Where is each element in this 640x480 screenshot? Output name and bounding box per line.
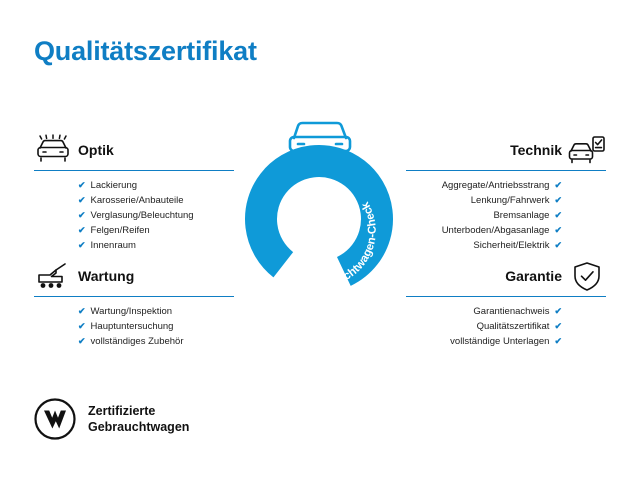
list-item: [406, 319, 562, 334]
svg-text:Gebrauchtwagen-Check: [307, 199, 379, 290]
shield-check-icon: [568, 260, 606, 294]
list-item-label: Innenraum: [90, 240, 136, 251]
list-item-label: Hauptuntersuchung: [90, 321, 174, 332]
footer-text: [88, 403, 189, 435]
check-icon: ✔: [78, 336, 86, 346]
list-item: [78, 304, 234, 319]
check-icon: ✔: [554, 336, 562, 346]
car-wash-icon: [34, 134, 72, 168]
list-item-label: vollständige Unterlagen: [450, 336, 550, 347]
check-icon: ✔: [78, 195, 86, 205]
list-item-label: Garantienachweis: [473, 306, 550, 317]
check-icon: ✔: [78, 306, 86, 316]
check-icon: ✔: [554, 225, 562, 235]
check-icon: ✔: [554, 180, 562, 190]
list-item: [78, 319, 234, 334]
oil-can-icon: [34, 260, 72, 294]
section-technik-rule: [406, 170, 606, 171]
section-garantie-title: Garantie: [505, 268, 562, 284]
section-wartung-rule: [34, 296, 234, 297]
section-technik: [406, 136, 606, 253]
check-icon: ✔: [554, 321, 562, 331]
list-item-label: Lackierung: [90, 180, 138, 191]
list-item-label: Lenkung/Fahrwerk: [470, 195, 550, 206]
check-icon: ✔: [554, 195, 562, 205]
footer-line-2: Gebrauchtwagen: [88, 420, 190, 434]
list-item: [78, 238, 234, 253]
check-ring: [244, 144, 394, 294]
list-item-label: vollständiges Zubehör: [90, 336, 184, 347]
section-wartung: [34, 262, 234, 349]
section-optik: [34, 136, 234, 253]
hub-curve-label: Gebrauchtwagen-Check: [306, 199, 379, 290]
list-item-label: Bremsanlage: [493, 210, 550, 221]
page-title: Qualitätszertifikat: [34, 36, 257, 66]
list-item: [406, 178, 562, 193]
section-technik-items: [406, 178, 606, 253]
list-item: [78, 334, 234, 349]
list-item: [406, 304, 562, 319]
list-item: [406, 223, 562, 238]
list-item: [78, 193, 234, 208]
vw-logo-icon: [34, 398, 76, 440]
section-garantie: [406, 262, 606, 349]
list-item-label: Qualitätszertifikat: [476, 321, 550, 332]
section-wartung-items: [34, 304, 234, 349]
list-item: [406, 208, 562, 223]
section-garantie-items: [406, 304, 606, 349]
footer-brand: [34, 398, 189, 440]
section-wartung-title: Wartung: [78, 268, 135, 284]
check-icon: ✔: [78, 225, 86, 235]
list-item: [406, 238, 562, 253]
check-icon: ✔: [554, 306, 562, 316]
list-item-label: Verglasung/Beleuchtung: [90, 210, 194, 221]
section-optik-rule: [34, 170, 234, 171]
section-garantie-rule: [406, 296, 606, 297]
list-item-label: Felgen/Reifen: [90, 225, 150, 236]
center-hub: [232, 112, 408, 294]
check-icon: ✔: [78, 210, 86, 220]
list-item-label: Aggregate/Antriebsstrang: [441, 180, 550, 191]
check-icon: ✔: [554, 240, 562, 250]
list-item: [78, 223, 234, 238]
list-item-label: Karosserie/Anbauteile: [90, 195, 184, 206]
hub-degrees-label: 360°: [290, 197, 350, 228]
list-item: [78, 178, 234, 193]
car-checklist-icon: [568, 134, 606, 168]
section-optik-title: Optik: [78, 142, 114, 158]
section-technik-title: Technik: [510, 142, 562, 158]
list-item-label: Wartung/Inspektion: [90, 306, 173, 317]
list-item: [406, 193, 562, 208]
footer-line-1: Zertifizierte: [88, 404, 156, 418]
section-optik-items: [34, 178, 234, 253]
list-item: [406, 334, 562, 349]
list-item-label: Sicherheit/Elektrik: [473, 240, 550, 251]
list-item-label: Unterboden/Abgasanlage: [441, 225, 550, 236]
check-icon: ✔: [78, 240, 86, 250]
check-icon: ✔: [78, 321, 86, 331]
check-icon: ✔: [78, 180, 86, 190]
list-item: [78, 208, 234, 223]
check-icon: ✔: [554, 210, 562, 220]
